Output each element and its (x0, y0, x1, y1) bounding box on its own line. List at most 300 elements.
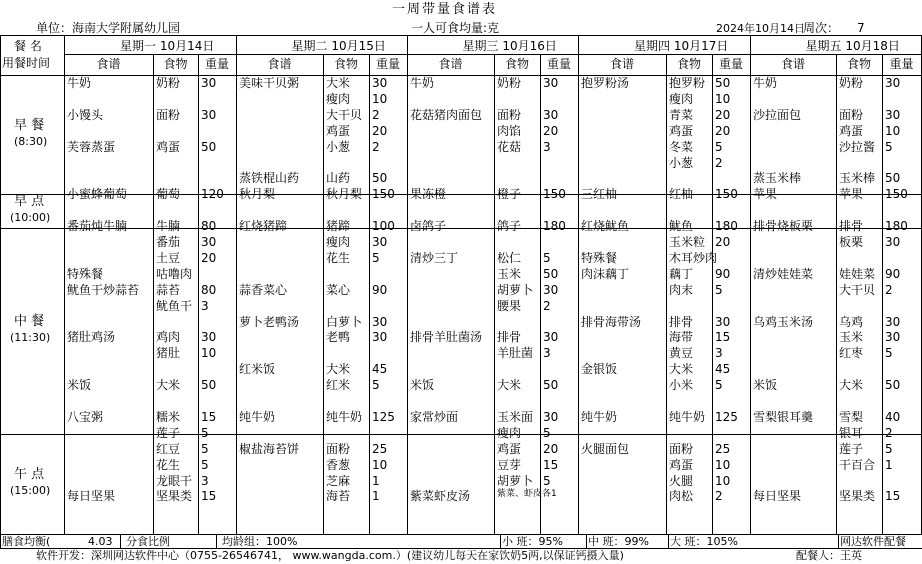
food-item: 纯牛奶 (326, 409, 363, 424)
food-item: 瘦肉 (326, 235, 351, 249)
food-item: 坚果类 (156, 489, 193, 504)
food-weight: 3 (715, 346, 723, 361)
food-item: 玉米 (497, 266, 522, 281)
food-weight: 5 (885, 346, 893, 361)
food-weight: 3 (201, 473, 209, 488)
sub-header: 食谱 (438, 57, 463, 71)
food-weight: 20 (372, 123, 388, 138)
food-item: 莲子 (156, 425, 181, 440)
food-weight: 50 (201, 378, 217, 393)
food-item: 牛腩 (156, 219, 181, 234)
page-title: 一周带量食谱表 (392, 2, 498, 17)
food-weight: 5 (201, 425, 209, 440)
food-weight: 5 (372, 250, 380, 265)
food-weight: 15 (885, 489, 901, 504)
sub-header: 食物 (334, 57, 359, 71)
food-item: 腰果 (497, 298, 522, 313)
header-corner-bottom: 用餐时间 (2, 56, 51, 70)
food-item: 面粉 (326, 441, 351, 456)
food-item: 鸡蛋 (156, 139, 181, 154)
food-weight: 125 (372, 409, 395, 424)
food-item: 肉松 (669, 489, 694, 504)
dish-name: 小蜜蜂葡萄 (67, 187, 128, 202)
food-item: 鱿鱼 (669, 219, 694, 234)
food-item: 玉米面 (497, 409, 534, 424)
food-item: 羊肚菌 (497, 346, 534, 361)
food-weight: 2 (715, 489, 723, 504)
food-weight: 50 (543, 266, 559, 281)
food-weight: 30 (885, 76, 901, 90)
grid-sub-line (882, 54, 883, 534)
dish-name: 鱿鱼干炒蒜苔 (67, 282, 140, 297)
footer-balance-label: 膳食均衡( (2, 535, 51, 548)
food-item: 乌鸡 (839, 314, 864, 329)
dish-name: 家常炒面 (410, 409, 459, 424)
footer-small-class: 小 班：95% (502, 535, 563, 548)
food-item: 菜心 (326, 282, 351, 297)
footer-share-label: 分食比例 (126, 535, 170, 548)
food-weight: 120 (201, 187, 224, 202)
food-weight: 180 (715, 219, 738, 234)
food-item: 橙子 (497, 187, 522, 202)
food-item: 大米 (326, 76, 351, 90)
food-weight: 10 (715, 91, 731, 106)
dish-name: 苹果 (753, 187, 778, 202)
food-item: 排骨 (497, 330, 522, 345)
dish-name: 排骨烧板栗 (753, 219, 814, 234)
food-item: 玉米粒 (669, 235, 706, 249)
food-item: 瘦肉 (326, 91, 351, 106)
food-weight: 90 (715, 266, 731, 281)
food-item: 鸡蛋 (669, 123, 694, 138)
dish-name: 蒸铁棍山药 (239, 171, 300, 186)
food-item: 青菜 (669, 107, 694, 122)
food-weight: 10 (372, 457, 388, 472)
food-item: 土豆 (156, 250, 181, 265)
food-item: 排骨 (839, 219, 864, 234)
food-item: 小葱 (326, 139, 351, 154)
food-item: 鸡肉 (156, 330, 181, 345)
food-weight: 50 (201, 139, 217, 154)
food-weight: 20 (543, 441, 559, 456)
weekno-label: 周次： (803, 21, 840, 35)
food-item: 黄豆 (669, 346, 694, 361)
grid-sub-line (153, 54, 154, 534)
food-item: 玉米 (839, 330, 864, 345)
food-weight: 30 (543, 409, 559, 424)
grid-footer-sep (216, 534, 217, 548)
food-item: 沙拉酱 (839, 139, 876, 154)
footer-brand: 网达软件配餐 (840, 535, 906, 548)
food-weight: 150 (715, 187, 738, 202)
food-weight: 10 (201, 346, 217, 361)
grid-meal-line (0, 194, 922, 195)
food-weight: 5 (201, 441, 209, 456)
sub-header: 食谱 (267, 57, 292, 71)
grid-sub-line (494, 54, 495, 534)
dish-name: 红米饭 (239, 362, 276, 377)
food-item: 花菇 (497, 139, 522, 154)
food-item: 小葱 (669, 155, 694, 170)
food-weight: 15 (201, 409, 217, 424)
food-weight: 20 (715, 107, 731, 122)
food-item: 干百合 (839, 457, 876, 472)
dish-name: 红烧猪蹄 (239, 219, 288, 234)
dish-name: 秋月梨 (239, 187, 276, 202)
food-weight: 2 (885, 425, 893, 440)
food-weight: 5 (885, 139, 893, 154)
grid-meal-line (0, 434, 922, 435)
food-weight: 40 (885, 409, 901, 424)
food-item: 板栗 (839, 235, 864, 249)
dish-name: 每日坚果 (753, 489, 802, 504)
dish-name: 纯牛奶 (239, 409, 276, 424)
food-item: 老鸭 (326, 330, 351, 345)
dish-name: 芙蓉蒸蛋 (67, 139, 116, 154)
food-weight: 50 (885, 378, 901, 393)
grid-footer-sep (668, 534, 669, 548)
dish-name: 米饭 (753, 378, 778, 393)
dish-name: 红烧鱿鱼 (581, 219, 630, 234)
dish-name: 猪肚鸡汤 (67, 330, 116, 345)
food-item: 娃娃菜 (839, 266, 876, 281)
food-weight: 150 (885, 187, 908, 202)
sub-header: 重量 (376, 57, 401, 71)
sub-header: 食谱 (96, 57, 121, 71)
food-weight: 20 (543, 123, 559, 138)
dish-name: 番茄炖牛腩 (67, 219, 128, 234)
food-weight: 25 (372, 441, 388, 456)
food-weight: 20 (715, 123, 731, 138)
food-weight: 100 (372, 219, 395, 234)
food-item: 玉米棒 (839, 171, 876, 186)
food-item: 花生 (326, 250, 351, 265)
sub-header: 食物 (847, 57, 872, 71)
grid-meal-line (0, 75, 922, 76)
food-item: 雪梨 (839, 409, 864, 424)
food-item: 山药 (326, 171, 351, 186)
sub-header: 重量 (719, 57, 744, 71)
meal-name: 早 点 (14, 194, 45, 209)
dish-name: 清炒娃娃菜 (753, 266, 814, 281)
dish-name: 特殊餐 (581, 250, 618, 265)
food-item: 鸡蛋 (839, 123, 864, 138)
food-weight: 20 (715, 235, 731, 249)
sub-header: 食物 (163, 57, 188, 71)
dish-name: 金银饭 (581, 362, 618, 377)
meal-time: (8:30) (14, 134, 48, 148)
dish-name: 花菇猪肉面包 (410, 107, 483, 122)
food-weight: 80 (201, 219, 217, 234)
food-item: 鱿鱼干 (156, 298, 193, 313)
grid-sub-line (712, 54, 713, 534)
food-item: 小米 (669, 378, 694, 393)
food-item: 木耳炒肉 (669, 250, 718, 265)
food-item: 面粉 (156, 107, 181, 122)
dish-name: 果冻橙 (410, 187, 447, 202)
food-item: 鸡蛋 (497, 441, 522, 456)
food-weight: 80 (201, 282, 217, 297)
food-weight: 50 (372, 171, 388, 186)
food-weight: 90 (885, 266, 901, 281)
food-weight: 1 (885, 457, 893, 472)
dish-name: 紫菜虾皮汤 (410, 489, 471, 504)
grid-sub-line (369, 54, 370, 534)
food-weight: 30 (885, 107, 901, 122)
dish-name: 萝卜老鸭汤 (239, 314, 300, 329)
food-item: 抱罗粉 (669, 76, 706, 90)
grid-top-line (0, 35, 922, 36)
food-weight: 3 (543, 346, 551, 361)
food-weight: 30 (372, 76, 388, 90)
food-item: 奶粉 (839, 76, 864, 90)
food-weight: 1 (372, 489, 380, 504)
food-item: 香葱 (326, 457, 351, 472)
dish-name: 牛奶 (67, 76, 92, 90)
dish-name: 美味干贝粥 (239, 76, 300, 90)
dish-name: 排骨海带汤 (581, 314, 642, 329)
grid-day-line (407, 35, 408, 534)
food-weight: 5 (715, 282, 723, 297)
sub-header: 食物 (677, 57, 702, 71)
grid-day-line (64, 35, 65, 534)
meal-time: (15:00) (10, 484, 51, 497)
food-item: 奶粉 (156, 76, 181, 90)
food-item: 火腿 (669, 473, 694, 488)
food-weight: 30 (543, 330, 559, 345)
food-item: 鸽子 (497, 219, 522, 234)
food-weight: 150 (372, 187, 395, 202)
food-item: 红米 (326, 378, 351, 393)
food-weight: 25 (715, 441, 731, 456)
food-item: 蒜苔 (156, 282, 181, 297)
food-weight: 150 (543, 187, 566, 202)
food-item: 大干贝 (326, 107, 363, 122)
grid-sub-line (540, 54, 541, 534)
dish-name: 蒸玉米棒 (753, 171, 802, 186)
dish-name: 火腿面包 (581, 441, 630, 456)
grid-left-edge (0, 35, 1, 548)
dish-name: 沙拉面包 (753, 107, 802, 122)
food-weight: 3 (201, 298, 209, 313)
dish-name: 特殊餐 (67, 266, 104, 281)
footer-big-class: 大 班：105% (670, 535, 738, 548)
dish-name: 蒜香菜心 (239, 282, 288, 297)
food-weight: 50 (543, 378, 559, 393)
food-weight: 5 (543, 425, 551, 440)
food-item: 松仁 (497, 250, 522, 265)
food-weight: 15 (543, 457, 559, 472)
dish-name: 抱罗粉汤 (581, 76, 630, 90)
footer-developer: 软件开发：深圳网达软件中心（0755-26546741， www.wangda.com.）(建议幼儿每天在家饮奶5两,以保证钙摄入量) (36, 549, 624, 562)
food-item: 瘦肉 (497, 425, 522, 440)
food-item: 面粉 (839, 107, 864, 122)
food-weight: 30 (201, 107, 217, 122)
food-item: 猪蹄 (326, 219, 351, 234)
dish-name: 乌鸡玉米汤 (753, 314, 814, 329)
grid-footer-sep (838, 534, 839, 548)
food-weight: 50 (715, 76, 731, 90)
food-weight: 2 (715, 155, 723, 170)
food-weight: 5 (715, 139, 723, 154)
grid-day-line (750, 35, 751, 534)
food-item: 秋月梨 (326, 187, 363, 202)
food-weight: 30 (543, 107, 559, 122)
sub-header: 重量 (889, 57, 914, 71)
food-item: 紫菜、虾皮各1 (497, 489, 557, 500)
meal-name: 早 餐 (14, 117, 45, 133)
food-weight: 90 (372, 282, 388, 297)
food-item: 大米 (156, 378, 181, 393)
dish-name: 米饭 (410, 378, 435, 393)
grid-day-line (236, 35, 237, 534)
food-item: 红枣 (839, 346, 864, 361)
food-weight: 125 (715, 409, 738, 424)
food-item: 胡萝卜 (497, 282, 534, 297)
food-weight: 30 (201, 76, 217, 90)
food-weight: 30 (885, 314, 901, 329)
food-weight: 20 (201, 250, 217, 265)
food-weight: 45 (715, 362, 731, 377)
meal-time: (11:30) (10, 331, 51, 344)
day-header: 星期三 10月16日 (462, 39, 557, 53)
sub-header: 食谱 (610, 57, 635, 71)
footer-balance-value: 4.03 (88, 535, 113, 548)
grid-sub-line (323, 54, 324, 534)
food-weight: 5 (201, 457, 209, 472)
meal-name: 午 点 (14, 467, 45, 482)
day-header: 星期四 10月17日 (634, 39, 729, 53)
meal-time: (10:00) (10, 211, 51, 224)
food-weight: 30 (885, 235, 901, 249)
food-item: 红柚 (669, 187, 694, 202)
food-weight: 180 (885, 219, 908, 234)
grid-header-mid-line (64, 54, 922, 55)
food-item: 白萝卜 (326, 314, 363, 329)
food-item: 面粉 (669, 441, 694, 456)
food-weight: 10 (715, 473, 731, 488)
food-weight: 30 (372, 235, 388, 249)
food-weight: 15 (201, 489, 217, 504)
food-weight: 2 (372, 107, 380, 122)
sub-header: 食物 (505, 57, 530, 71)
dish-name: 纯牛奶 (581, 409, 618, 424)
food-item: 咕噜肉 (156, 266, 193, 281)
food-item: 海带 (669, 330, 694, 345)
grid-sub-line (198, 54, 199, 534)
food-weight: 10 (372, 91, 388, 106)
food-weight: 2 (543, 298, 551, 313)
sub-header: 食谱 (781, 57, 806, 71)
weekno-value: 7 (857, 21, 865, 35)
food-weight: 5 (715, 378, 723, 393)
food-weight: 30 (543, 76, 559, 90)
food-item: 猪肚 (156, 346, 181, 361)
dish-name: 排骨羊肚菌汤 (410, 330, 483, 345)
dish-name: 椒盐海苔饼 (239, 441, 300, 456)
food-weight: 10 (885, 123, 901, 138)
dish-name: 牛奶 (753, 76, 778, 90)
food-item: 瘦肉 (669, 91, 694, 106)
grid-sub-line (666, 54, 667, 534)
food-weight: 30 (372, 330, 388, 345)
food-item: 鸡蛋 (326, 123, 351, 138)
food-weight: 2 (372, 139, 380, 154)
food-item: 大干贝 (839, 282, 876, 297)
food-item: 苹果 (839, 187, 864, 202)
food-item: 藕丁 (669, 266, 694, 281)
food-item: 龙眼干 (156, 473, 193, 488)
dish-name: 每日坚果 (67, 489, 116, 504)
footer-staff: 配餐人：王英 (796, 549, 862, 562)
food-weight: 30 (885, 330, 901, 345)
food-weight: 30 (201, 330, 217, 345)
food-item: 莲子 (839, 441, 864, 456)
dish-name: 肉沫藕丁 (581, 266, 630, 281)
food-item: 海苔 (326, 489, 351, 504)
day-header: 星期一 10月14日 (120, 39, 215, 53)
food-item: 大米 (669, 362, 694, 377)
food-item: 大米 (326, 362, 351, 377)
food-weight: 50 (885, 171, 901, 186)
day-header: 星期五 10月18日 (805, 39, 900, 53)
food-item: 冬菜 (669, 139, 694, 154)
food-weight: 5 (372, 378, 380, 393)
sub-header: 重量 (205, 57, 230, 71)
date-label: 2024年10月14日 (716, 22, 805, 35)
day-header: 星期二 10月15日 (291, 39, 386, 53)
food-weight: 10 (715, 457, 731, 472)
food-item: 坚果类 (839, 489, 876, 504)
food-item: 纯牛奶 (669, 409, 706, 424)
food-weight: 5 (885, 441, 893, 456)
food-weight: 30 (715, 314, 731, 329)
food-weight: 30 (372, 314, 388, 329)
food-weight: 3 (543, 139, 551, 154)
food-item: 胡萝卜 (497, 473, 534, 488)
food-weight: 5 (543, 250, 551, 265)
grid-day-line (578, 35, 579, 534)
dish-name: 牛奶 (410, 76, 435, 90)
food-item: 葡萄 (156, 187, 181, 202)
food-item: 银耳 (839, 425, 864, 440)
sub-header: 重量 (547, 57, 572, 71)
food-weight: 15 (715, 330, 731, 345)
footer-avg-group: 均龄组：100% (222, 535, 298, 548)
food-item: 肉末 (669, 282, 694, 297)
grid-footer-sep (500, 534, 501, 548)
food-weight: 1 (372, 473, 380, 488)
grid-sub-line (836, 54, 837, 534)
food-item: 红豆 (156, 441, 181, 456)
food-item: 花生 (156, 457, 181, 472)
food-item: 面粉 (497, 107, 522, 122)
dish-name: 八宝粥 (67, 409, 104, 424)
portion-note: 一人可食均量:克 (411, 21, 500, 35)
dish-name: 小馒头 (67, 107, 104, 122)
footer-mid-class: 中 班：99% (588, 535, 649, 548)
food-item: 番茄 (156, 235, 181, 249)
food-item: 糯米 (156, 409, 181, 424)
food-item: 豆芽 (497, 457, 522, 472)
grid-footer-sep (586, 534, 587, 548)
dish-name: 米饭 (67, 378, 92, 393)
food-item: 大米 (497, 378, 522, 393)
dish-name: 三红柚 (581, 187, 618, 202)
meal-name: 中 餐 (14, 314, 45, 329)
food-item: 鸡蛋 (669, 457, 694, 472)
food-weight: 30 (201, 235, 217, 249)
